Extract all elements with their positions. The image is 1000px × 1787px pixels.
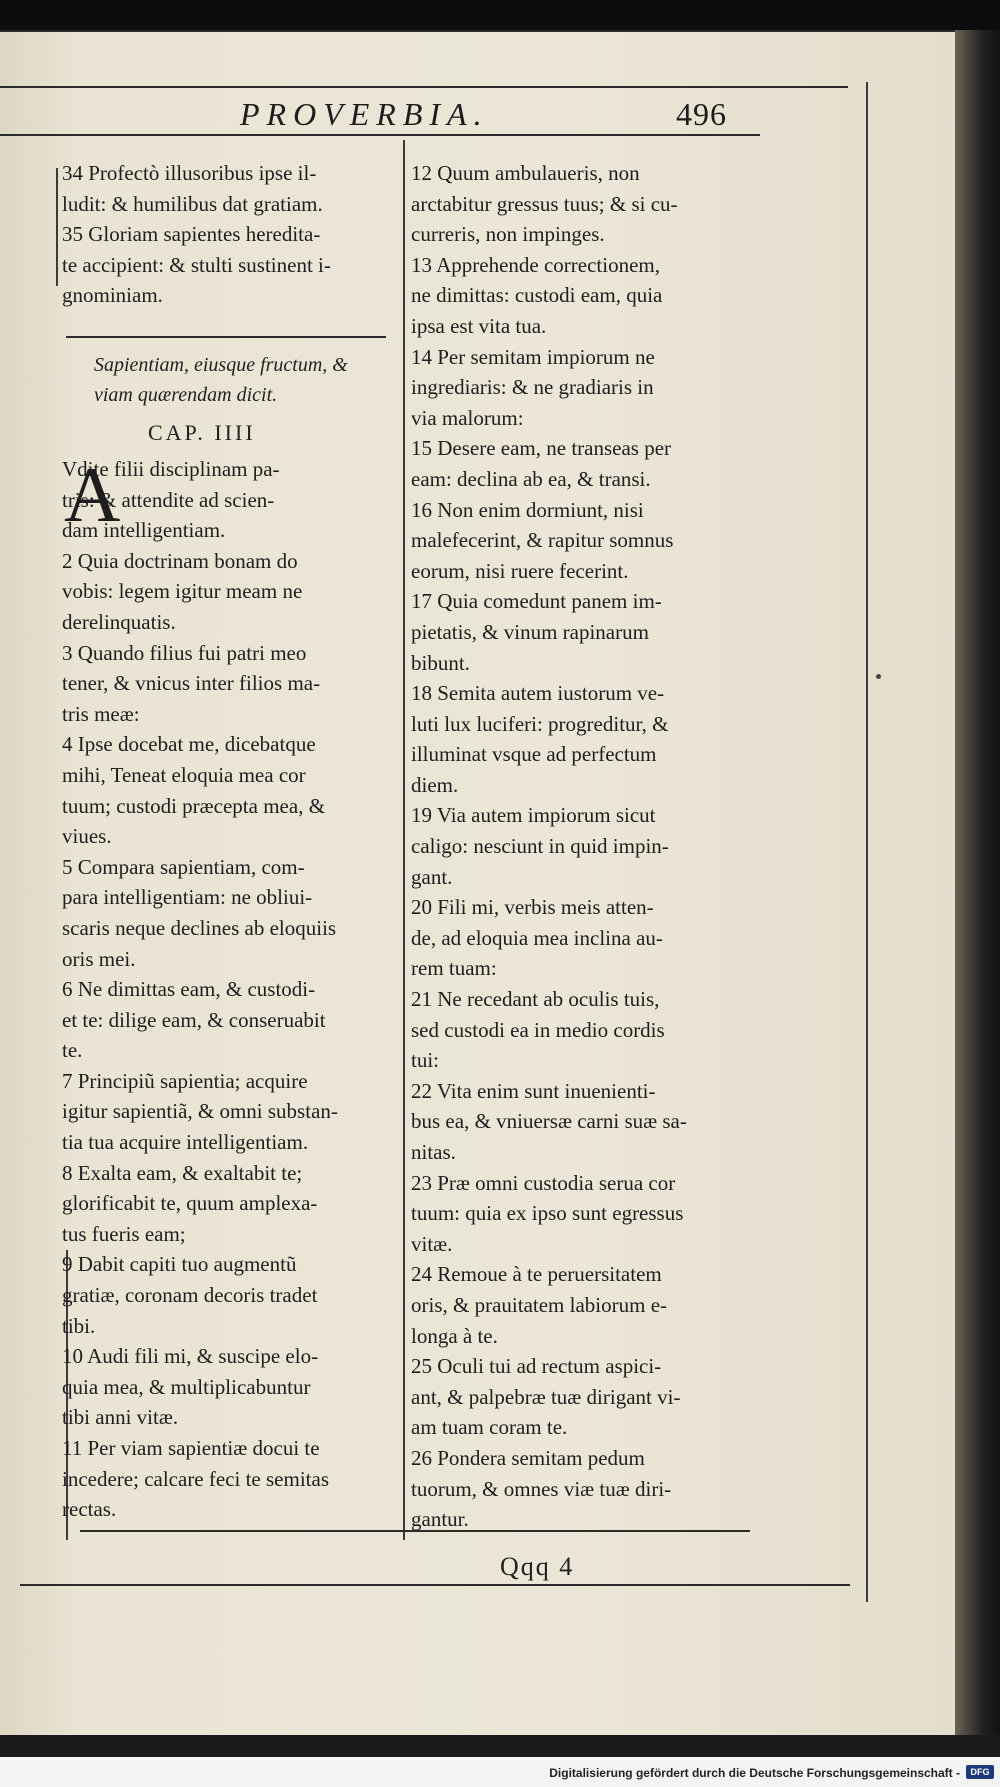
text-line: vobis: legem igitur meam ne bbox=[62, 579, 303, 604]
text-line: Vdite filii disciplinam pa- bbox=[62, 457, 280, 481]
text-line: ipsa est vita tua. bbox=[411, 313, 547, 338]
text-line: ne dimittas: custodi eam, quia bbox=[411, 283, 663, 308]
center-column-divider bbox=[403, 140, 405, 1540]
bottom-rule-lower bbox=[20, 1584, 850, 1586]
text-line: mihi, Teneat eloquia mea cor bbox=[62, 762, 306, 787]
text-line: 3 Quando filius fui patri meo bbox=[62, 640, 307, 665]
text-line: 4 Ipse docebat me, dicebatque bbox=[62, 732, 316, 757]
scan-bottom-band bbox=[0, 1735, 1000, 1757]
signature-mark: Qqq 4 bbox=[500, 1552, 575, 1581]
text-line: gratiæ, coronam decoris tradet bbox=[62, 1283, 318, 1308]
text-line: am tuam coram te. bbox=[411, 1415, 568, 1440]
text-line: te. bbox=[62, 1038, 83, 1063]
right-frame-line bbox=[866, 82, 868, 1602]
text-line: 15 Desere eam, ne transeas per bbox=[411, 436, 672, 461]
top-rule bbox=[0, 86, 848, 88]
text-line: 9 Dabit capiti tuo augmentũ bbox=[62, 1252, 297, 1277]
text-line: gantur. bbox=[411, 1507, 469, 1532]
text-line: nitas. bbox=[411, 1140, 456, 1164]
text-line: diem. bbox=[411, 772, 459, 797]
left-column-main bbox=[62, 451, 338, 1525]
text-line: 13 Apprehende correctionem, bbox=[411, 252, 660, 277]
text-line: 12 Quum ambulaueris, non bbox=[411, 161, 640, 185]
text-line: viues. bbox=[62, 824, 112, 849]
text-line: incedere; calcare feci te semitas bbox=[62, 1466, 329, 1491]
text-line: 25 Oculi tui ad rectum aspici- bbox=[411, 1354, 662, 1379]
text-line: quia mea, & multiplicabuntur bbox=[62, 1374, 311, 1399]
text-line: tris meæ: bbox=[62, 701, 140, 726]
text-line: malefecerint, & rapitur somnus bbox=[411, 528, 674, 553]
text-line: ludit: & humilibus dat gratiam. bbox=[62, 191, 323, 216]
text-line: 8 Exalta eam, & exaltabit te; bbox=[62, 1160, 303, 1185]
text-line: 10 Audi fili mi, & suscipe elo- bbox=[62, 1344, 319, 1369]
text-line: 22 Vita enim sunt inuenienti- bbox=[411, 1078, 656, 1103]
text-line: rectas. bbox=[62, 1497, 117, 1522]
text-line: 2 Quia doctrinam bonam do bbox=[62, 548, 298, 573]
text-line: oris mei. bbox=[62, 946, 136, 971]
dfg-logo: DFG bbox=[966, 1765, 994, 1779]
credit-bar bbox=[0, 1757, 1000, 1787]
text-line: 20 Fili mi, verbis meis atten- bbox=[411, 895, 654, 920]
text-line: ant, & palpebræ tuæ dirigant vi- bbox=[411, 1384, 681, 1409]
text-line: tibi. bbox=[62, 1313, 96, 1338]
text-line: bibunt. bbox=[411, 650, 470, 675]
text-line: de, ad eloquia mea inclina au- bbox=[411, 925, 663, 950]
text-line: tus fueris eam; bbox=[62, 1221, 186, 1246]
text-line: 35 Gloriam sapientes heredita- bbox=[62, 222, 321, 247]
text-line: tia tua acquire intelligentiam. bbox=[62, 1130, 309, 1155]
text-line: 24 Remoue à te peruersitatem bbox=[411, 1262, 662, 1287]
left-column-top bbox=[62, 158, 331, 311]
text-line: tener, & vnicus inter filios ma- bbox=[62, 671, 321, 696]
text-line: 11 Per viam sapientiæ docui te bbox=[62, 1436, 320, 1460]
text-line: igitur sapientiã, & omni substan- bbox=[62, 1099, 338, 1124]
text-line: luti lux luciferi: progreditur, & bbox=[411, 711, 669, 736]
text-line: 17 Quia comedunt panem im- bbox=[411, 589, 662, 614]
text-line: 21 Ne recedant ab oculis tuis, bbox=[411, 987, 660, 1012]
text-line: gant. bbox=[411, 864, 453, 889]
text-line: caligo: nesciunt in quid impin- bbox=[411, 834, 669, 859]
chapter-summary-line: Sapientiam, eiusque fructum, & bbox=[94, 354, 348, 376]
drop-cap: A bbox=[64, 451, 121, 538]
text-line: gnominiam. bbox=[62, 283, 163, 308]
text-line: 5 Compara sapientiam, com- bbox=[62, 854, 305, 879]
text-line: 19 Via autem impiorum sicut bbox=[411, 803, 656, 828]
text-line: glorificabit te, quum amplexa- bbox=[62, 1191, 318, 1216]
header-underline bbox=[0, 134, 760, 136]
text-line: dam intelligentiam. bbox=[62, 518, 226, 543]
text-line: tris: & attendite ad scien- bbox=[62, 487, 275, 512]
right-column bbox=[411, 158, 687, 1535]
text-line: 7 Principiũ sapientia; acquire bbox=[62, 1068, 308, 1093]
text-line: curreris, non impinges. bbox=[411, 222, 605, 247]
text-line: tuum; custodi præcepta mea, & bbox=[62, 793, 326, 818]
text-line: 16 Non enim dormiunt, nisi bbox=[411, 497, 644, 522]
page-edge-shadow bbox=[955, 30, 1000, 1735]
text-line: tuorum, & omnes viæ tuæ diri- bbox=[411, 1476, 672, 1501]
text-line: via malorum: bbox=[411, 405, 524, 430]
text-line: bus ea, & vniuersæ carni suæ sa- bbox=[411, 1109, 687, 1134]
text-line: para intelligentiam: ne obliui- bbox=[62, 885, 313, 910]
text-line: te accipient: & stulti sustinent i- bbox=[62, 252, 331, 277]
text-line: longa à te. bbox=[411, 1323, 498, 1348]
text-line: tibi anni vitæ. bbox=[62, 1405, 179, 1430]
text-line: et te: dilige eam, & conseruabit bbox=[62, 1007, 326, 1032]
text-line: 18 Semita autem iustorum ve- bbox=[411, 681, 665, 706]
text-line: ingrediaris: & ne gradiaris in bbox=[411, 375, 654, 400]
text-line: tuum: quia ex ipso sunt egressus bbox=[411, 1201, 684, 1226]
text-line: derelinquatis. bbox=[62, 609, 176, 634]
section-divider bbox=[66, 336, 386, 338]
chapter-summary bbox=[94, 350, 348, 410]
text-line: 26 Pondera semitam pedum bbox=[411, 1445, 645, 1470]
chapter-heading: CAP. IIII bbox=[148, 420, 256, 445]
running-title: PROVERBIA. bbox=[240, 96, 489, 132]
text-line: vitæ. bbox=[411, 1231, 453, 1256]
text-line: eorum, nisi ruere fecerint. bbox=[411, 558, 629, 583]
text-line: 23 Præ omni custodia serua cor bbox=[411, 1170, 676, 1195]
text-line: 34 Profectò illusoribus ipse il- bbox=[62, 161, 317, 185]
credit-text: Digitalisierung gefördert durch die Deutsche Forschungsgemeinschaft - bbox=[549, 1766, 960, 1780]
chapter-summary-line: viam quærendam dicit. bbox=[94, 384, 278, 406]
text-line: 6 Ne dimittas eam, & custodi- bbox=[62, 977, 316, 1002]
text-line: tui: bbox=[411, 1048, 440, 1073]
text-line: 14 Per semitam impiorum ne bbox=[411, 344, 655, 369]
text-line: arctabitur gressus tuus; & si cu- bbox=[411, 191, 678, 216]
text-line: eam: declina ab ea, & transi. bbox=[411, 466, 651, 491]
text-line: sed custodi ea in medio cordis bbox=[411, 1017, 665, 1042]
margin-mark bbox=[876, 674, 881, 679]
left-margin-line bbox=[56, 168, 58, 286]
text-line: oris, & prauitatem labiorum e- bbox=[411, 1292, 668, 1317]
page-number: 496 bbox=[676, 96, 727, 132]
text-line: rem tuam: bbox=[411, 956, 497, 981]
text-line: illuminat vsque ad perfectum bbox=[411, 742, 657, 767]
text-line: pietatis, & vinum rapinarum bbox=[411, 619, 649, 644]
text-line: scaris neque declines ab eloquiis bbox=[62, 915, 337, 940]
